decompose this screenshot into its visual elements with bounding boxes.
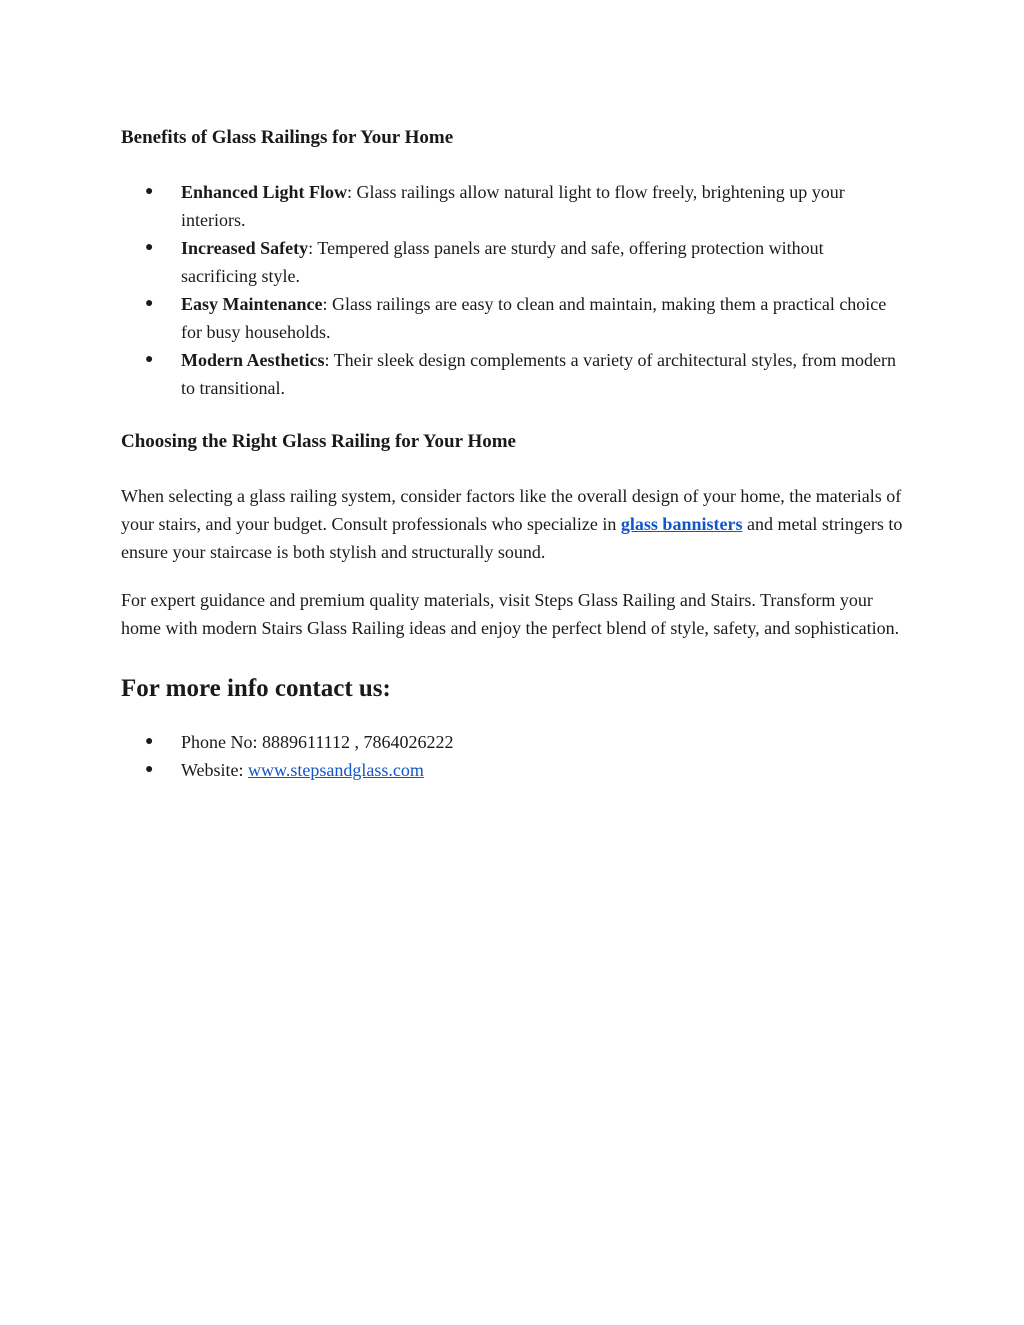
phone-text: Phone No: 8889611112 , 7864026222 — [181, 732, 454, 752]
website-link[interactable]: www.stepsandglass.com — [248, 760, 424, 780]
list-item — [121, 728, 904, 756]
benefit-text: : Tempered glass panels are sturdy and safe, offering protection without sacrificing style. — [181, 238, 824, 286]
paragraph-text: and metal stringers to ensure your staircase is both stylish and structurally sound. — [121, 514, 903, 562]
contact-list — [121, 728, 904, 784]
bullet-icon: ● — [145, 184, 154, 199]
list-item — [121, 234, 904, 290]
paragraph-text: When selecting a glass railing system, consider factors like the overall design of your home, the materials of your stairs, and your budget. Consult professionals who specialize in — [121, 486, 902, 534]
benefit-term: Increased Safety — [181, 238, 309, 258]
bullet-icon: ● — [145, 296, 154, 311]
list-item — [121, 346, 904, 402]
choosing-paragraph — [121, 482, 904, 566]
benefits-heading: Benefits of Glass Railings for Your Home — [121, 127, 454, 148]
bullet-icon: ● — [145, 240, 154, 255]
bullet-icon: ● — [145, 762, 154, 777]
benefit-text: : Glass railings allow natural light to flow freely, brightening up your interiors. — [181, 182, 845, 230]
benefit-text: : Their sleek design complements a variety of architectural styles, from modern to transitional. — [181, 350, 896, 398]
benefit-text: : Glass railings are easy to clean and maintain, making them a practical choice for busy households. — [181, 294, 887, 342]
list-item — [121, 178, 904, 234]
benefit-term: Easy Maintenance — [181, 294, 323, 314]
choosing-heading: Choosing the Right Glass Railing for Your Home — [121, 431, 516, 452]
website-label: Website: — [181, 760, 249, 780]
benefit-term: Modern Aesthetics — [181, 350, 325, 370]
benefit-term: Enhanced Light Flow — [181, 182, 348, 202]
glass-bannisters-link[interactable]: glass bannisters — [620, 514, 743, 534]
bullet-icon: ● — [145, 734, 154, 749]
contact-heading: For more info contact us: — [121, 675, 391, 702]
benefits-list — [121, 178, 904, 402]
bullet-icon: ● — [145, 352, 154, 367]
guidance-paragraph: For expert guidance and premium quality materials, visit Steps Glass Railing and Stairs. Transform your home with modern Stairs Glass Railing ideas and enjoy the perfect blend of style, safety, and sophistication. — [121, 590, 900, 638]
list-item — [121, 290, 904, 346]
list-item — [121, 756, 904, 784]
